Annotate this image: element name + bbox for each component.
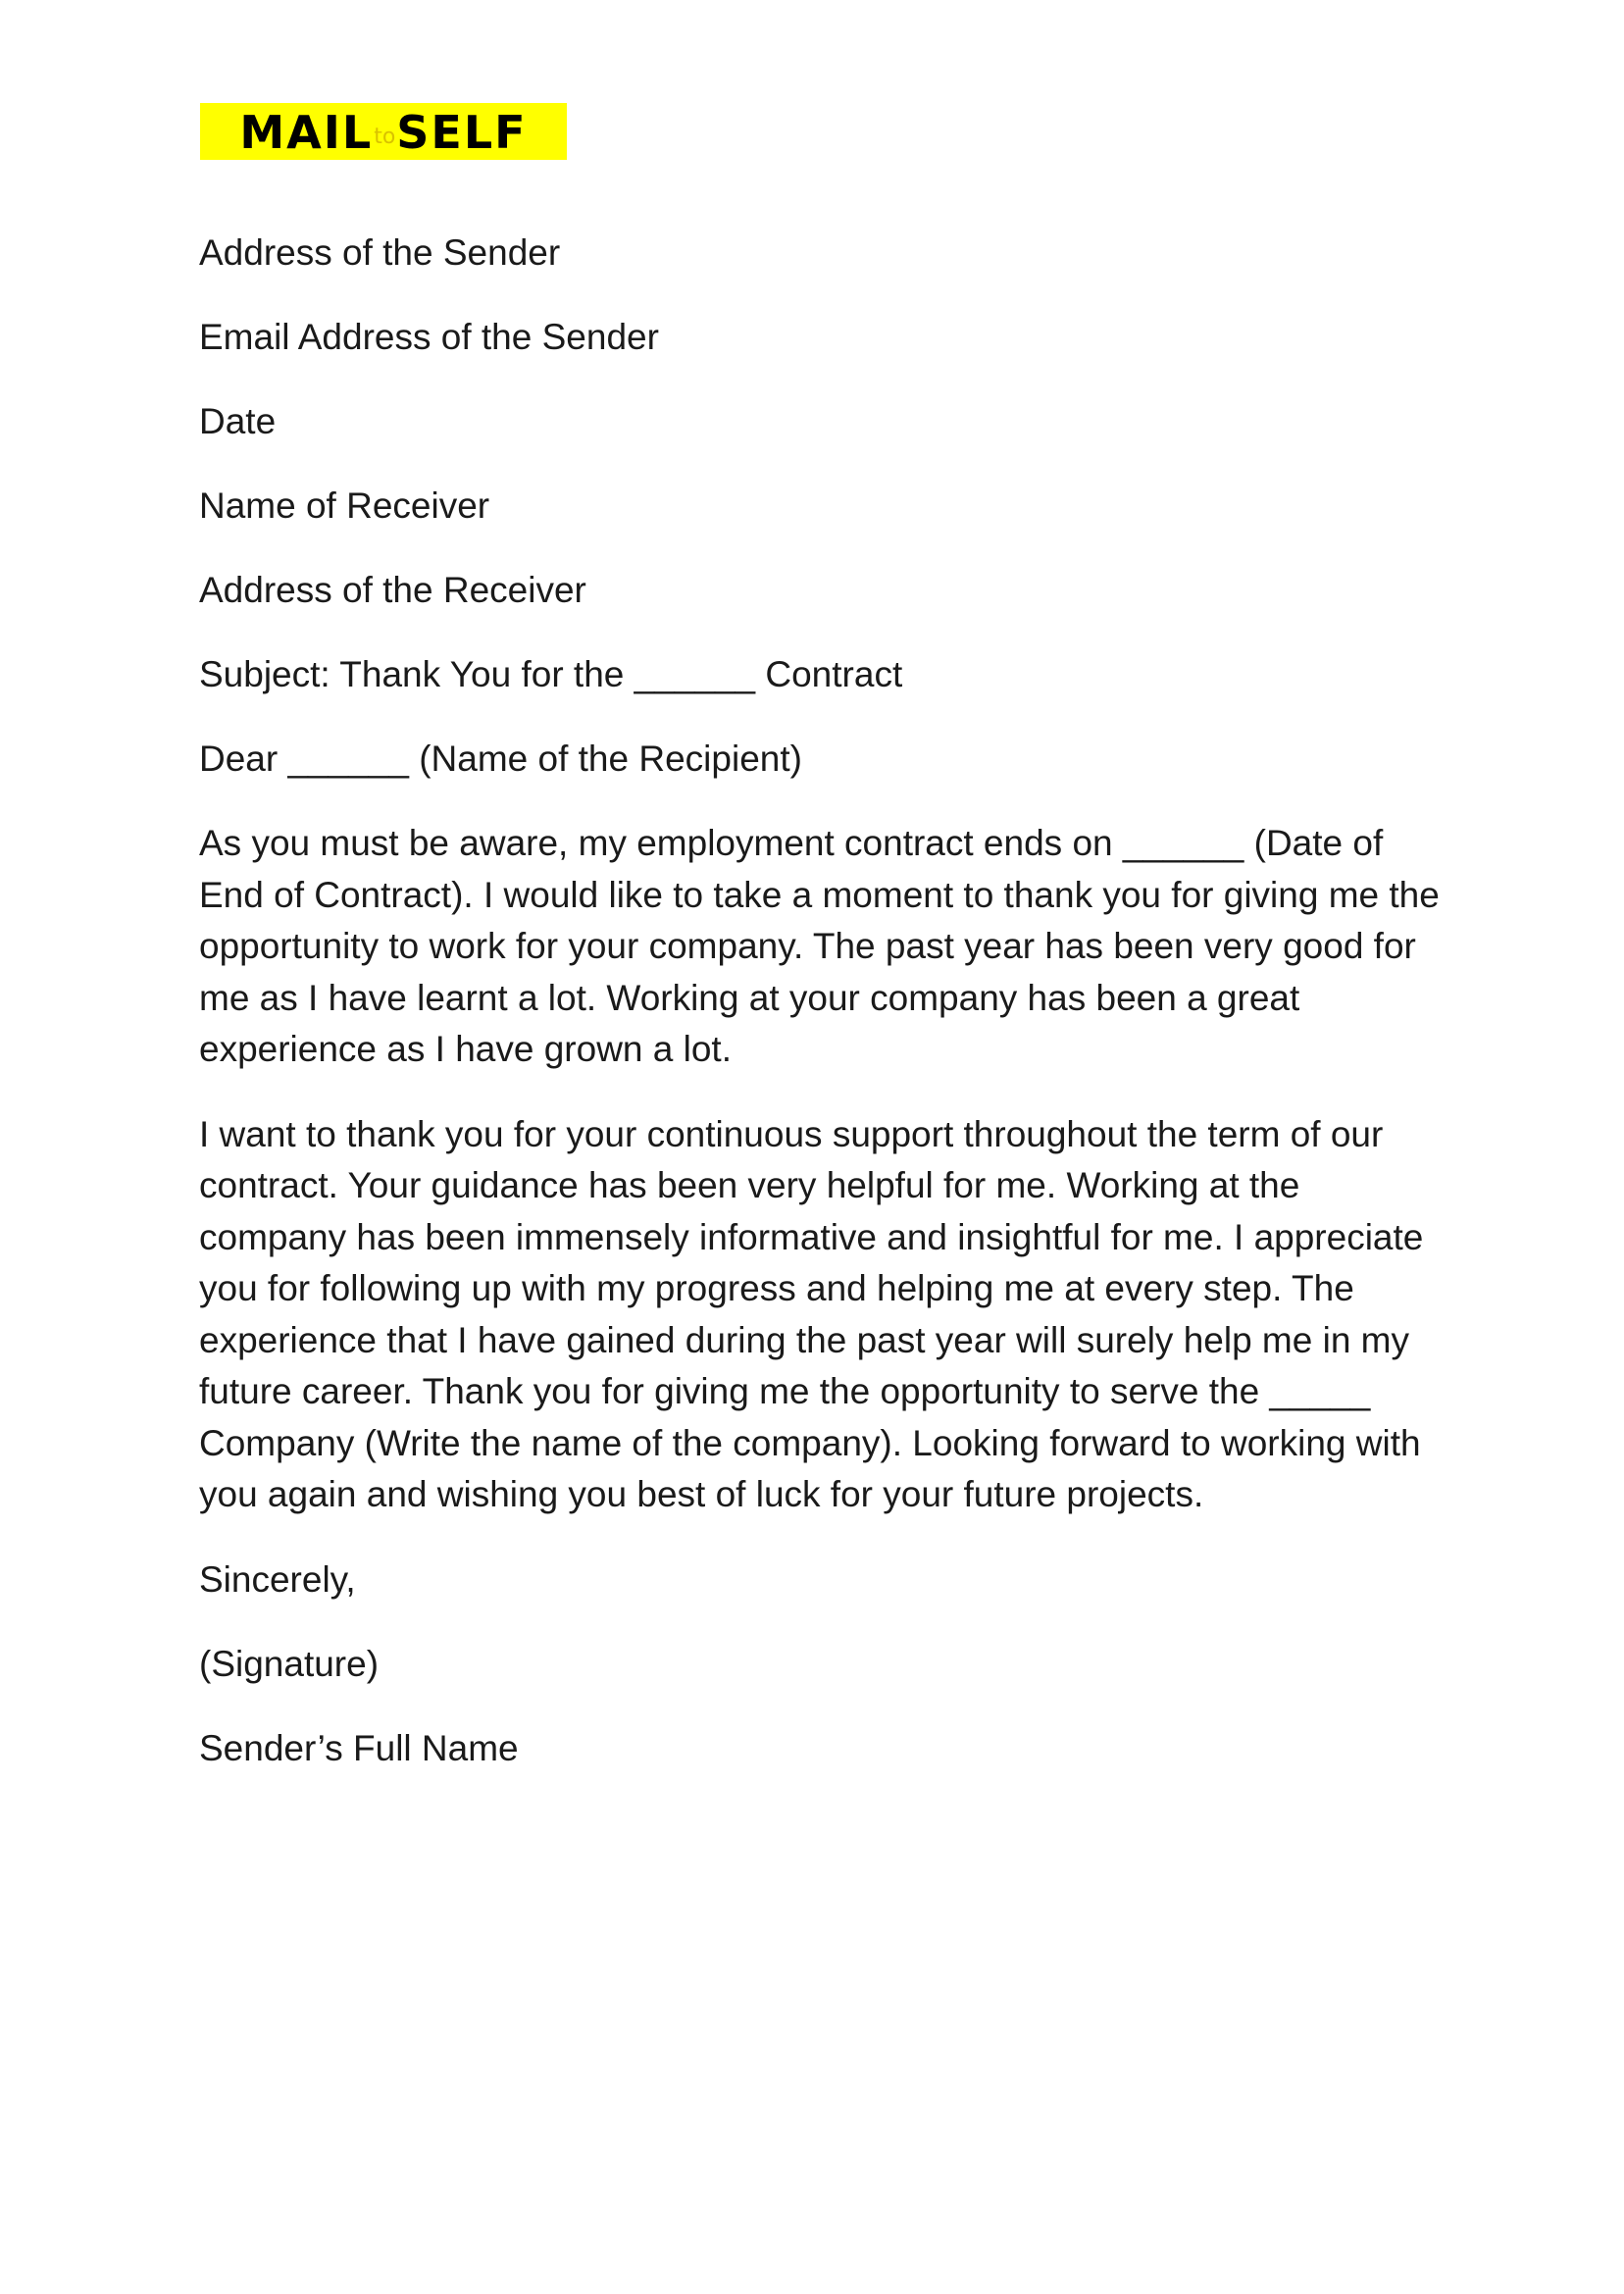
salutation: Dear ______ (Name of the Recipient) [199,739,802,779]
closing: Sincerely, [199,1558,356,1600]
sender-full-name: Sender’s Full Name [199,1727,519,1768]
logo-text-to: to [374,124,396,149]
receiver-name: Name of Receiver [199,485,490,526]
body-paragraph-1: As you must be aware, my employment contract ends on ______ (Date of End of Contract). I would like to take a moment to thank you for giving me the opportunity to work for your company. The past year has been very good for me as I have learnt a lot. Working at your company has been a great experience as I have grown a lot. [199,823,1440,1069]
receiver-address: Address of the Receiver [199,570,586,610]
mail-to-self-logo [200,103,567,160]
sender-address: Address of the Sender [199,232,561,273]
letter-subject: Subject: Thank You for the ______ Contract [199,654,903,694]
letter-body [199,228,1445,1808]
logo-text-mail: MAIL [239,106,374,159]
letter-date: Date [199,401,277,441]
signature-placeholder: (Signature) [199,1643,380,1684]
body-paragraph-2: I want to thank you for your continuous support throughout the term of our contract. Your guidance has been very helpful for me. Working at the company has been immensely informative and insightful for me. I appreciate you for following up with my progress and helping me at every step. The experience that I have gained during the past year will surely help me in my future career. Thank you for giving me the opportunity to serve the _____ Company (Write the name of the company). Looking forward to working with you again and wishing you best of luck for your future projects. [199,1113,1424,1514]
sender-email: Email Address of the Sender [199,317,659,357]
logo-text-self: SELF [396,106,528,159]
